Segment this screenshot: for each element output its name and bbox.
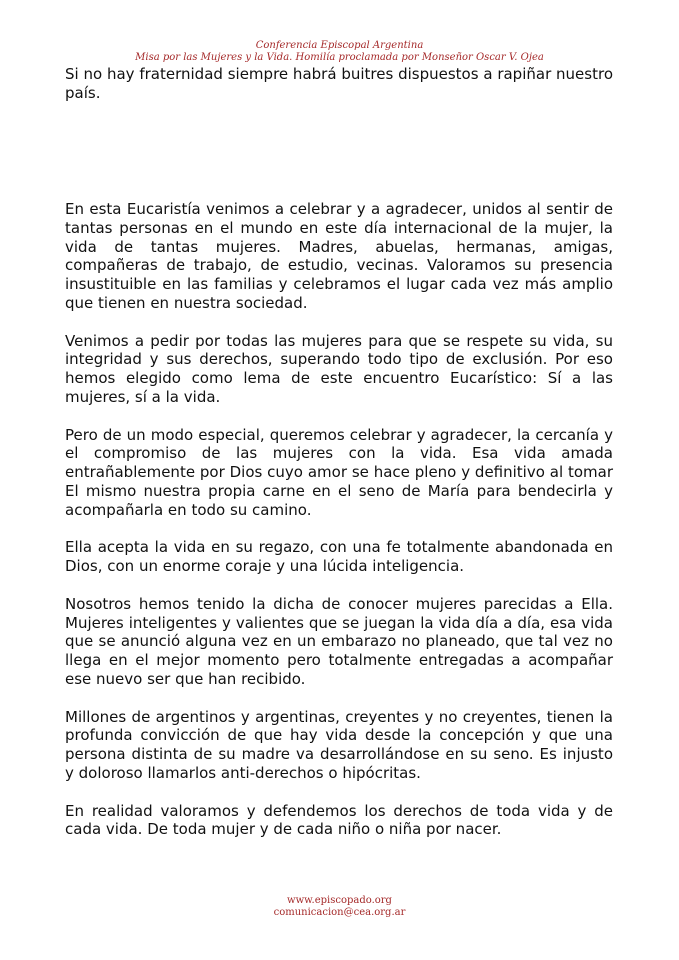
page-footer: [0, 895, 679, 919]
footer-website-link[interactable]: www.episcopado.org: [287, 895, 392, 906]
footer-email-link[interactable]: comunicacion@cea.org.ar: [273, 907, 406, 918]
paragraph: Ella acepta la vida en su regazo, con una fe totalmente abandonada en Dios, con un enorme coraje y una lúcida inteligencia.: [65, 538, 613, 576]
document-body-top: [65, 65, 613, 103]
paragraph: En esta Eucaristía venimos a celebrar y a agradecer, unidos al sentir de tantas personas en el mundo en este día internacional de la mujer, la vida de tantas mujeres. Madres, abuelas, hermanas, amigas, compañeras de trabajo, de estudio, vecinas. Valoramos su presencia insustituible en las familias y celebramos el lugar cada vez más amplio que tienen en nuestra sociedad.: [65, 200, 613, 312]
paragraph: Pero de un modo especial, queremos celebrar y agradecer, la cercanía y el compromiso de las mujeres con la vida. Esa vida amada entrañablemente por Dios cuyo amor se hace pleno y definitivo al tomar El mismo nuestra propia carne en el seno de María para bendecirla y acompañarla en todo su camino.: [65, 425, 613, 519]
header-subtitle: Misa por las Mujeres y la Vida. Homilía proclamada por Monseñor Oscar V. Ojea: [135, 52, 544, 63]
paragraph: Si no hay fraternidad siempre habrá buitres dispuestos a rapiñar nuestro país.: [65, 65, 613, 102]
page-header: [0, 40, 679, 64]
header-organization: Conferencia Episcopal Argentina: [255, 40, 424, 51]
paragraph: En realidad valoramos y defendemos los derechos de toda vida y de cada vida. De toda mujer y de cada niño o niña por nacer.: [65, 801, 613, 839]
document-body: [65, 200, 613, 858]
paragraph: Venimos a pedir por todas las mujeres para que se respete su vida, su integridad y sus derechos, superando todo tipo de exclusión. Por eso hemos elegido como lema de este encuentro Eucarístico: Sí a las mujeres, sí a la vida.: [65, 331, 613, 406]
paragraph: Nosotros hemos tenido la dicha de conocer mujeres parecidas a Ella. Mujeres inteligentes y valientes que se juegan la vida día a día, esa vida que se anunció alguna vez en un embarazo no planeado, que tal vez no llega en el mejor momento pero totalmente entregadas a acompañar ese nuevo ser que han recibido.: [65, 594, 613, 688]
paragraph: Millones de argentinos y argentinas, creyentes y no creyentes, tienen la profunda convicción de que hay vida desde la concepción y que una persona distinta de su madre va desarrollándose en su seno. Es injusto y doloroso llamarlos anti-derechos o hipócritas.: [65, 707, 613, 782]
